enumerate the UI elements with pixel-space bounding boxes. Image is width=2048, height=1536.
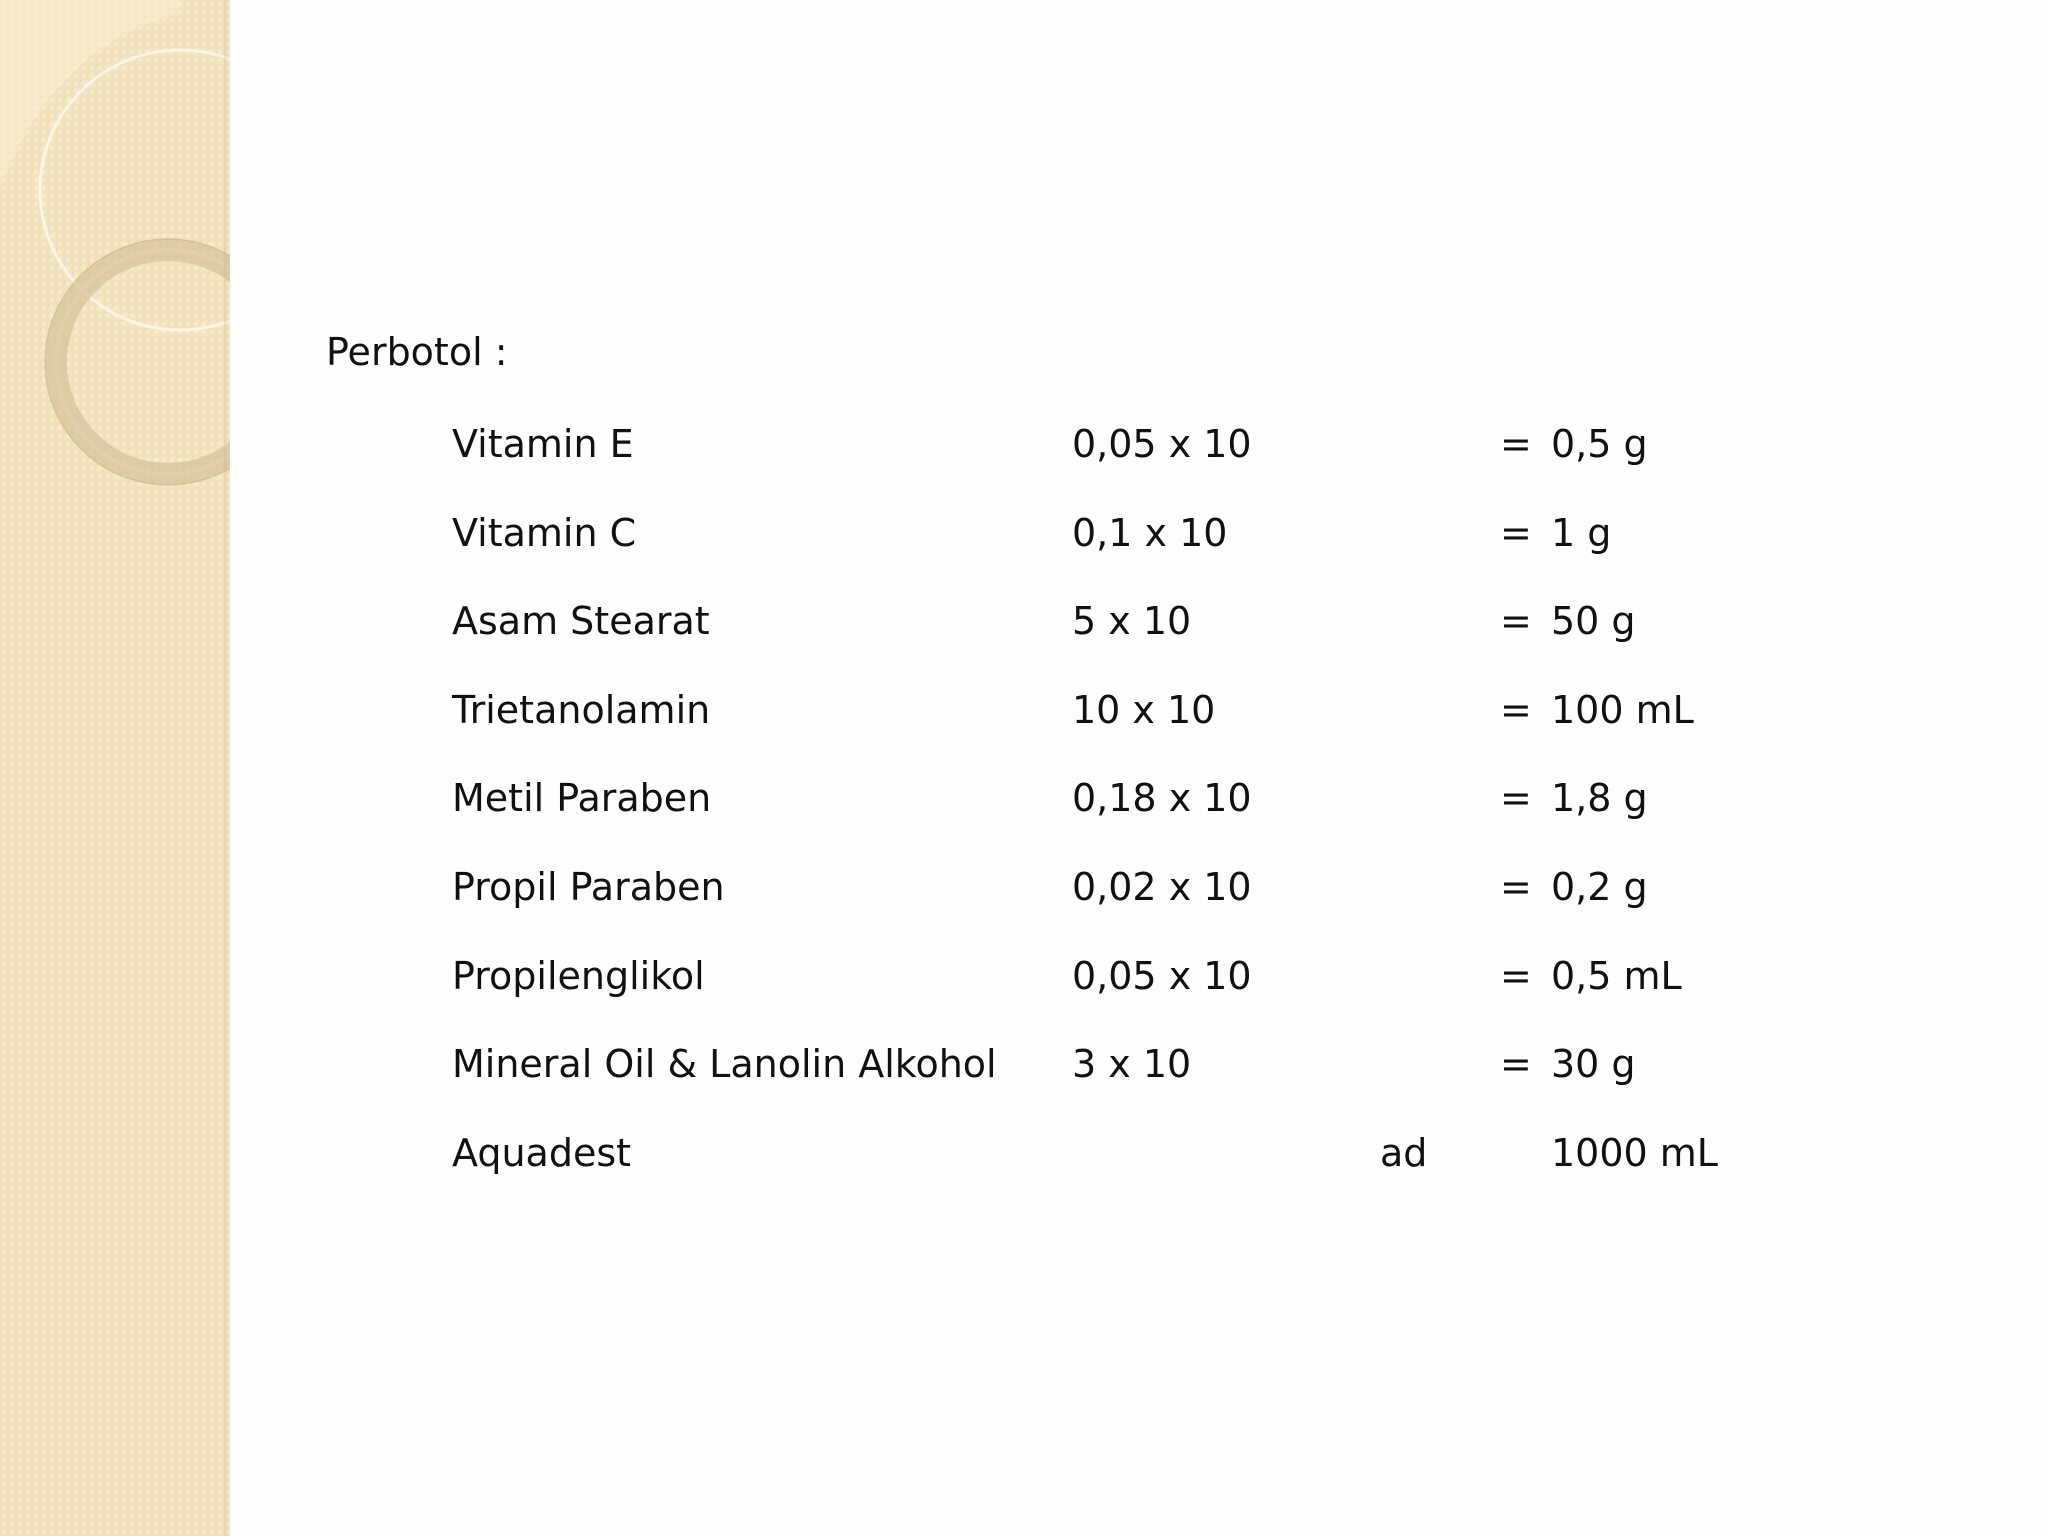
ingredient-calculation: 5 x 10: [1072, 599, 1192, 644]
ingredient-calculation: 0,05 x 10: [1072, 422, 1252, 466]
ingredient-calculation: 0,02 x 10: [1072, 865, 1252, 909]
ingredient-row: [0, 1127, 2048, 1179]
equals-sign: =: [1500, 1042, 1532, 1087]
equals-sign: =: [1500, 776, 1532, 821]
ingredient-row: [0, 772, 2048, 824]
ingredient-name: Metil Paraben: [452, 776, 712, 821]
ingredient-name: Mineral Oil & Lanolin Alkohol: [452, 1042, 997, 1087]
ingredient-calculation: 0,1 x 10: [1072, 510, 1228, 555]
ingredient-row: [0, 950, 2048, 1002]
ingredient-name: Vitamin C: [452, 510, 637, 555]
ingredient-calculation: 3 x 10: [1072, 1042, 1192, 1087]
ingredient-row: [0, 1038, 2048, 1090]
ingredient-name: Aquadest: [452, 1130, 632, 1175]
ingredient-calculation: 10 x 10: [1072, 687, 1216, 732]
ingredient-name: Propil Paraben: [452, 865, 725, 909]
ad-label: ad: [1380, 1130, 1428, 1175]
ingredient-calculation: 0,18 x 10: [1072, 776, 1252, 821]
ingredient-name: Propilenglikol: [452, 953, 705, 998]
ingredient-name: Asam Stearat: [452, 599, 710, 644]
ingredient-amount: 0,2 g: [1551, 865, 1648, 909]
equals-sign: =: [1500, 422, 1532, 466]
ingredient-row: [0, 861, 2048, 913]
ingredient-amount: 30 g: [1551, 1042, 1636, 1087]
ingredient-row: [0, 507, 2048, 559]
equals-sign: =: [1500, 865, 1532, 909]
ingredient-amount: 100 mL: [1551, 687, 1694, 732]
ingredient-row: [0, 418, 2048, 470]
ingredient-name: Trietanolamin: [452, 687, 711, 732]
ingredient-amount: 1,8 g: [1551, 776, 1648, 821]
equals-sign: =: [1500, 599, 1532, 644]
equals-sign: =: [1500, 953, 1532, 998]
slide-heading: Perbotol :: [326, 330, 508, 374]
ingredient-calculation: 0,05 x 10: [1072, 953, 1252, 998]
ingredient-amount: 0,5 g: [1551, 422, 1648, 466]
equals-sign: =: [1500, 687, 1532, 732]
ingredient-amount: 1000 mL: [1551, 1130, 1718, 1175]
ingredient-amount: 1 g: [1551, 510, 1612, 555]
ingredient-row: [0, 684, 2048, 736]
equals-sign: =: [1500, 510, 1532, 555]
ingredient-name: Vitamin E: [452, 422, 634, 466]
ingredient-amount: 0,5 mL: [1551, 953, 1682, 998]
ingredient-row: [0, 595, 2048, 647]
ingredient-amount: 50 g: [1551, 599, 1636, 644]
